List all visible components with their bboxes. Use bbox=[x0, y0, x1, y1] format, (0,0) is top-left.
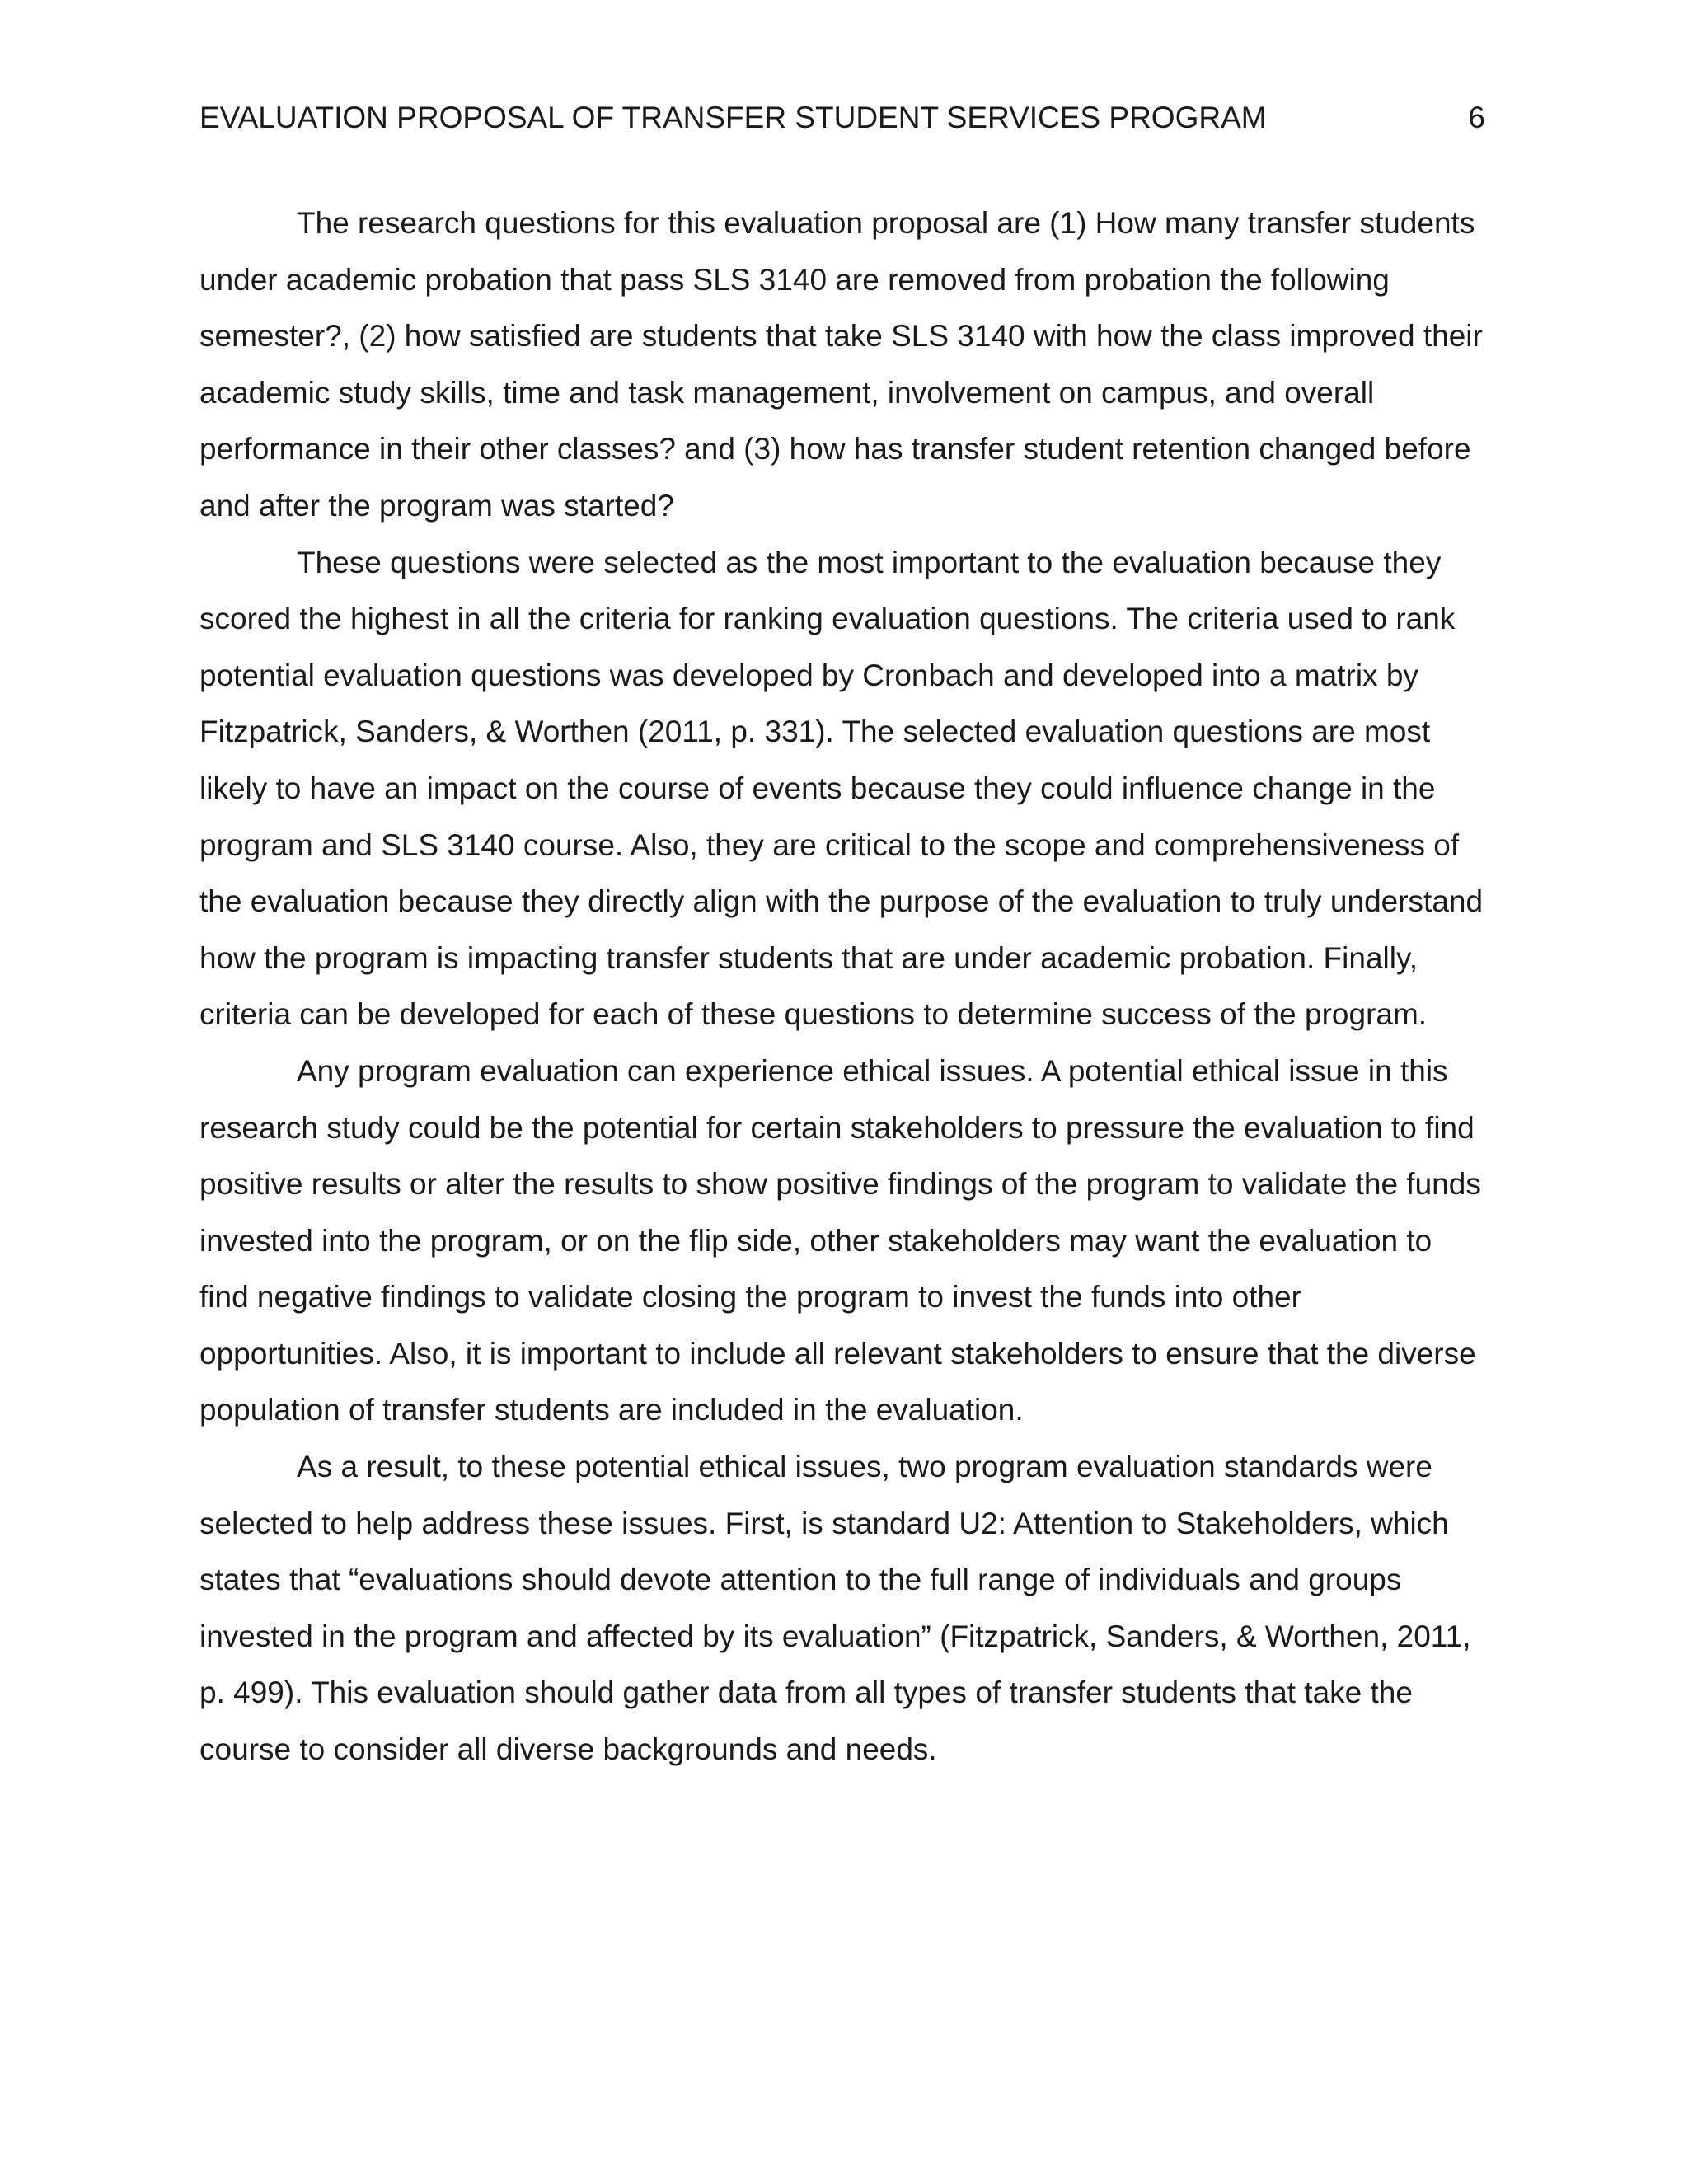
paragraph-ethical-issues: Any program evaluation can experience ethical issues. A potential ethical issue in this research study could be the potential for certain stakeholders to pressure the evaluation to find positive results or alter the results to show positive findings of the program to validate the funds invested into the program, or on the flip side, other stakeholders may want the evaluation to find negative findings to validate closing the program to invest the funds into other opportunities. Also, it is important to include all relevant stakeholders to ensure that the diverse population of transfer students are included in the evaluation. bbox=[199, 1053, 1481, 1427]
paragraph-question-selection: These questions were selected as the most important to the evaluation because they scored the highest in all the criteria for ranking evaluation questions. The criteria used to rank potential evaluation questions was developed by Cronbach and developed into a matrix by Fitzpatrick, Sanders, & Worthen (2011, p. 331). The selected evaluation questions are most likely to have an impact on the course of events because they could influence change in the program and SLS 3140 course. Also, they are critical to the scope and comprehensiveness of the evaluation because they directly align with the purpose of the evaluation to truly understand how the program is impacting transfer students that are under academic probation. Finally, criteria can be developed for each of these questions to determine success of the program. bbox=[199, 545, 1484, 1032]
paragraph-evaluation-standards: As a result, to these potential ethical issues, two program evaluation standards were selected to help address these issues. First, is standard U2: Attention to Stakeholders, which states that “evaluations should devote attention to the full range of individuals and groups invested in the program and affected by its evaluation” (Fitzpatrick, Sanders, & Worthen, 2011, p. 499). This evaluation should gather data from all types of transfer students that take the course to consider all diverse backgrounds and needs. bbox=[199, 1450, 1471, 1767]
running-head-title: EVALUATION PROPOSAL OF TRANSFER STUDENT SERVICES PROGRAM bbox=[199, 101, 1267, 134]
body-text bbox=[199, 195, 1485, 1779]
page-number: 6 bbox=[1468, 101, 1485, 134]
paragraph-research-questions: The research questions for this evaluation proposal are (1) How many transfer students under academic probation that pass SLS 3140 are removed from probation the following semester?, (2) how satisfied are students that take SLS 3140 with how the class improved their academic study skills, time and task management, involvement on campus, and overall performance in their other classes? and (3) how has transfer student retention changed before and after the program was started? bbox=[199, 206, 1483, 523]
running-head bbox=[199, 97, 1485, 138]
